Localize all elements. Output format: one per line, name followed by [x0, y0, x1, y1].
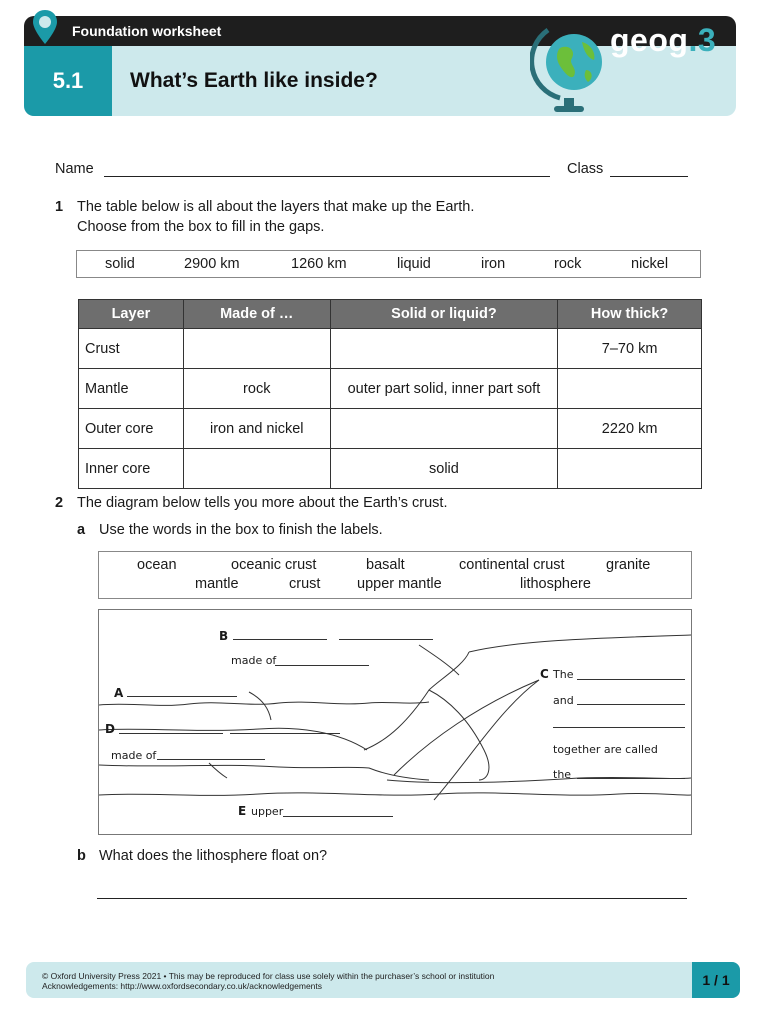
answer-line-b[interactable]	[97, 898, 687, 899]
label-c-together: together are called	[553, 743, 658, 756]
part-a-text: Use the words in the box to finish the labels.	[99, 522, 383, 538]
word-box-1	[76, 250, 701, 278]
class-label: Class	[567, 161, 604, 177]
word-option: solid	[105, 256, 135, 272]
answer-line[interactable]	[283, 816, 393, 817]
question-2-intro: The diagram below tells you more about the Earth’s crust.	[77, 495, 448, 511]
question-1-line-1: The table below is all about the layers that make up the Earth.	[77, 199, 475, 215]
answer-line[interactable]	[577, 704, 685, 705]
word-option: crust	[289, 576, 321, 592]
table-cell: Crust	[79, 329, 184, 369]
word-option: upper mantle	[357, 576, 442, 592]
label-c-the-2: the	[553, 768, 572, 781]
label-c: C	[540, 667, 549, 681]
word-option: mantle	[195, 576, 239, 592]
table-cell: Mantle	[79, 369, 184, 409]
table-cell: solid	[330, 449, 558, 489]
question-1-line-2: Choose from the box to fill in the gaps.	[77, 219, 325, 235]
part-b-text: What does the lithosphere float on?	[99, 848, 328, 864]
acknowledgements-text: Acknowledgements: http://www.oxfordsecondary.co.uk/acknowledgements	[42, 981, 323, 991]
name-label: Name	[55, 161, 94, 177]
table-cell: 2220 km	[558, 409, 702, 449]
column-header: Layer	[79, 300, 184, 329]
word-option: rock	[554, 256, 582, 272]
label-d: D	[105, 722, 115, 736]
label-a: A	[114, 686, 124, 700]
label-d-made-of: made of	[111, 749, 157, 762]
label-c-the: The	[553, 668, 574, 681]
word-option: liquid	[397, 256, 431, 272]
word-box-2	[98, 551, 692, 599]
table-row	[79, 449, 702, 489]
table-cell: Outer core	[79, 409, 184, 449]
word-option: basalt	[366, 557, 405, 573]
answer-line[interactable]	[339, 639, 433, 640]
table-header-row	[79, 300, 702, 329]
brand-logo: geog.3	[610, 22, 717, 58]
location-pin-icon	[30, 8, 60, 46]
answer-line[interactable]	[157, 759, 265, 760]
answer-line[interactable]	[577, 778, 685, 779]
label-b: B	[219, 629, 229, 643]
column-header: Made of …	[183, 300, 330, 329]
answer-line[interactable]	[119, 733, 223, 734]
table-cell: rock	[183, 369, 330, 409]
label-c-and: and	[553, 694, 574, 707]
answer-cell[interactable]	[183, 449, 330, 489]
table-row	[79, 369, 702, 409]
crust-diagram	[98, 609, 692, 835]
word-option: granite	[606, 557, 651, 573]
answer-cell[interactable]	[558, 449, 702, 489]
table-row	[79, 329, 702, 369]
label-e: E	[238, 804, 247, 818]
word-option: continental crust	[459, 557, 565, 573]
worksheet-type-label: Foundation worksheet	[72, 23, 222, 39]
globe-icon	[530, 20, 610, 118]
word-option: iron	[481, 256, 506, 272]
word-option: oceanic crust	[231, 557, 317, 573]
label-b-made-of: made of	[231, 654, 277, 667]
answer-cell[interactable]	[558, 369, 702, 409]
column-header: Solid or liquid?	[330, 300, 558, 329]
answer-cell[interactable]	[183, 329, 330, 369]
class-field-line[interactable]	[610, 176, 688, 177]
name-field-line[interactable]	[104, 176, 550, 177]
part-a-label: a	[77, 522, 86, 538]
unit-number: 5.1	[24, 46, 112, 116]
crust-diagram-drawing	[99, 610, 691, 834]
table-row	[79, 409, 702, 449]
answer-line[interactable]	[577, 679, 685, 680]
earth-layers-table	[78, 299, 702, 489]
question-2-number: 2	[55, 495, 64, 511]
word-option: lithosphere	[520, 576, 591, 592]
table-cell: 7–70 km	[558, 329, 702, 369]
column-header: How thick?	[558, 300, 702, 329]
question-1-number: 1	[55, 199, 64, 215]
answer-line[interactable]	[230, 733, 340, 734]
answer-cell[interactable]	[330, 409, 558, 449]
copyright-text: © Oxford University Press 2021 • This may be reproduced for class use solely within the purchaser’s school or institution	[42, 971, 495, 981]
answer-line[interactable]	[553, 727, 685, 728]
answer-cell[interactable]	[330, 329, 558, 369]
label-e-upper: upper	[251, 805, 284, 818]
page-number: 1 / 1	[692, 962, 740, 998]
word-option: 1260 km	[291, 256, 347, 272]
page-title: What’s Earth like inside?	[130, 69, 378, 92]
table-cell: Inner core	[79, 449, 184, 489]
table-cell: outer part solid, inner part soft	[330, 369, 558, 409]
part-b-label: b	[77, 848, 86, 864]
word-option: nickel	[631, 256, 669, 272]
table-cell: iron and nickel	[183, 409, 330, 449]
word-option: ocean	[137, 557, 177, 573]
answer-line[interactable]	[233, 639, 327, 640]
answer-line[interactable]	[127, 696, 237, 697]
word-option: 2900 km	[184, 256, 240, 272]
answer-line[interactable]	[275, 665, 369, 666]
